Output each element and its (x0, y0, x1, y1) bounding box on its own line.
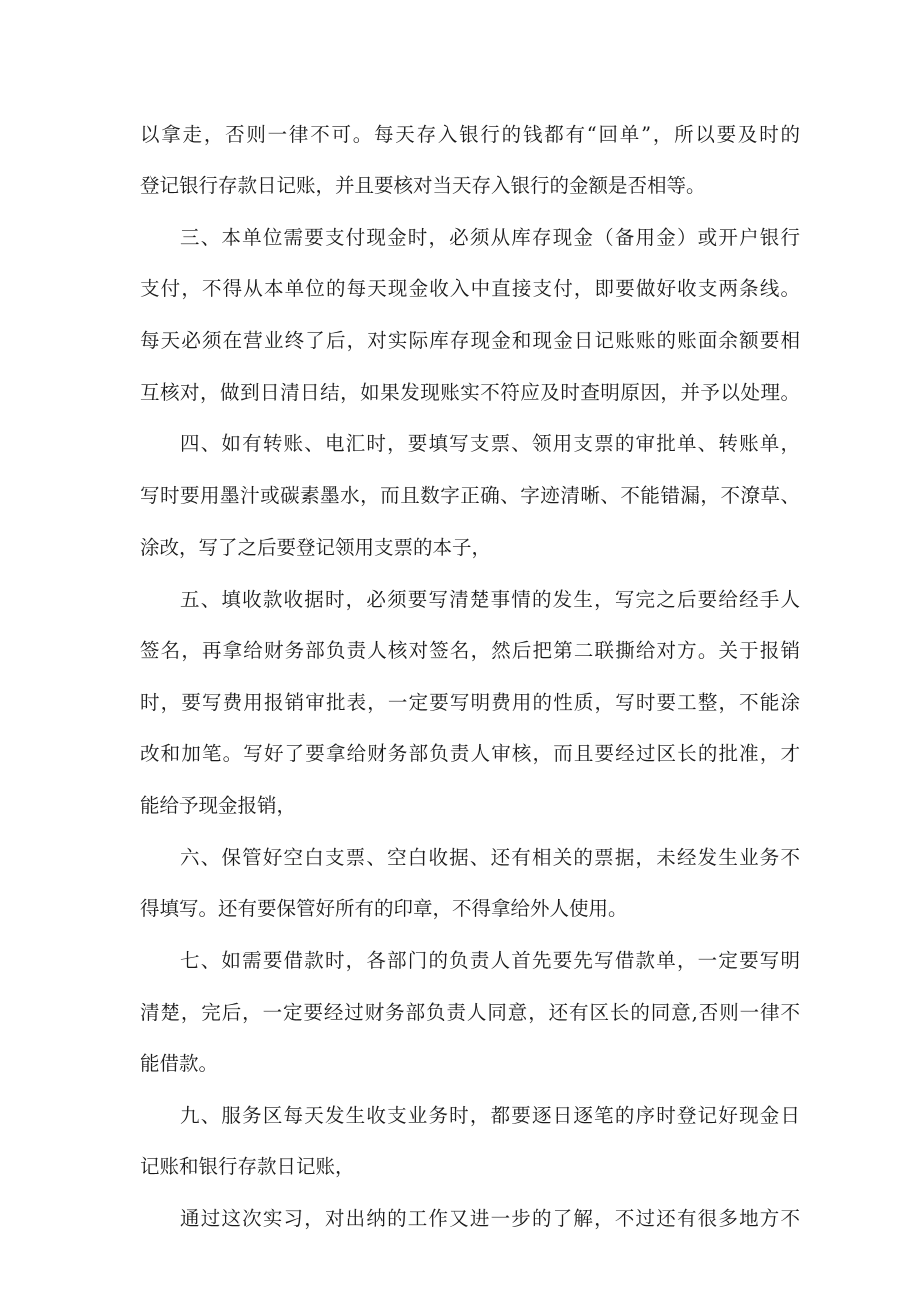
text-line: 时，要写费用报销审批表，一定要写明费用的性质，写时要工整，不能涂 (140, 691, 800, 714)
text-line: 能给予现金报销， (140, 794, 297, 817)
paragraph-start: 六、保管好空白支票、空白收据、还有相关的票据，未经发生业务不 (180, 846, 800, 869)
text-line: 得填写。还有要保管好所有的印章，不得拿给外人使用。 (140, 897, 628, 920)
text-line: 支付，不得从本单位的每天现金收入中直接支付，即要做好收支两条线。 (140, 277, 800, 300)
paragraph-start: 七、如需要借款时，各部门的负责人首先要先写借款单，一定要写明 (180, 949, 800, 972)
paragraph-start: 九、服务区每天发生收支业务时，都要逐日逐笔的序时登记好现金日 (180, 1104, 800, 1127)
text-line: 能借款。 (140, 1052, 219, 1075)
paragraph-start: 四、如有转账、电汇时，要填写支票、领用支票的审批单、转账单， (180, 432, 800, 455)
text-line: 记账和银行存款日记账， (140, 1155, 355, 1178)
text-line: 以拿走，否则一律不可。每天存入银行的钱都有“回单”，所以要及时的 (140, 123, 800, 146)
text-line: 签名，再拿给财务部负责人核对签名，然后把第二联撕给对方。关于报销 (140, 639, 800, 662)
text-line: 涂改，写了之后要登记领用支票的本子， (140, 536, 492, 559)
text-line: 写时要用墨汁或碳素墨水，而且数字正确、字迹清晰、不能错漏，不潦草、 (140, 484, 800, 507)
paragraph-start: 五、填收款收据时，必须要写清楚事情的发生，写完之后要给经手人 (180, 588, 800, 611)
text-line: 每天必须在营业终了后，对实际库存现金和现金日记账账的账面余额要相 (140, 329, 800, 352)
text-line: 登记银行存款日记账，并且要核对当天存入银行的金额是否相等。 (140, 174, 706, 197)
paragraph-start: 三、本单位需要支付现金时，必须从库存现金（备用金）或开户银行 (180, 226, 800, 249)
paragraph-start: 通过这次实习，对出纳的工作又进一步的了解，不过还有很多地方不 (180, 1207, 800, 1230)
text-line: 互核对，做到日清日结，如果发现账实不符应及时查明原因，并予以处理。 (140, 381, 800, 404)
text-line: 清楚，完后，一定要经过财务部负责人同意，还有区长的同意,否则一律不 (140, 1001, 800, 1024)
text-line: 改和加笔。写好了要拿给财务部负责人审核，而且要经过区长的批准，才 (140, 742, 800, 765)
